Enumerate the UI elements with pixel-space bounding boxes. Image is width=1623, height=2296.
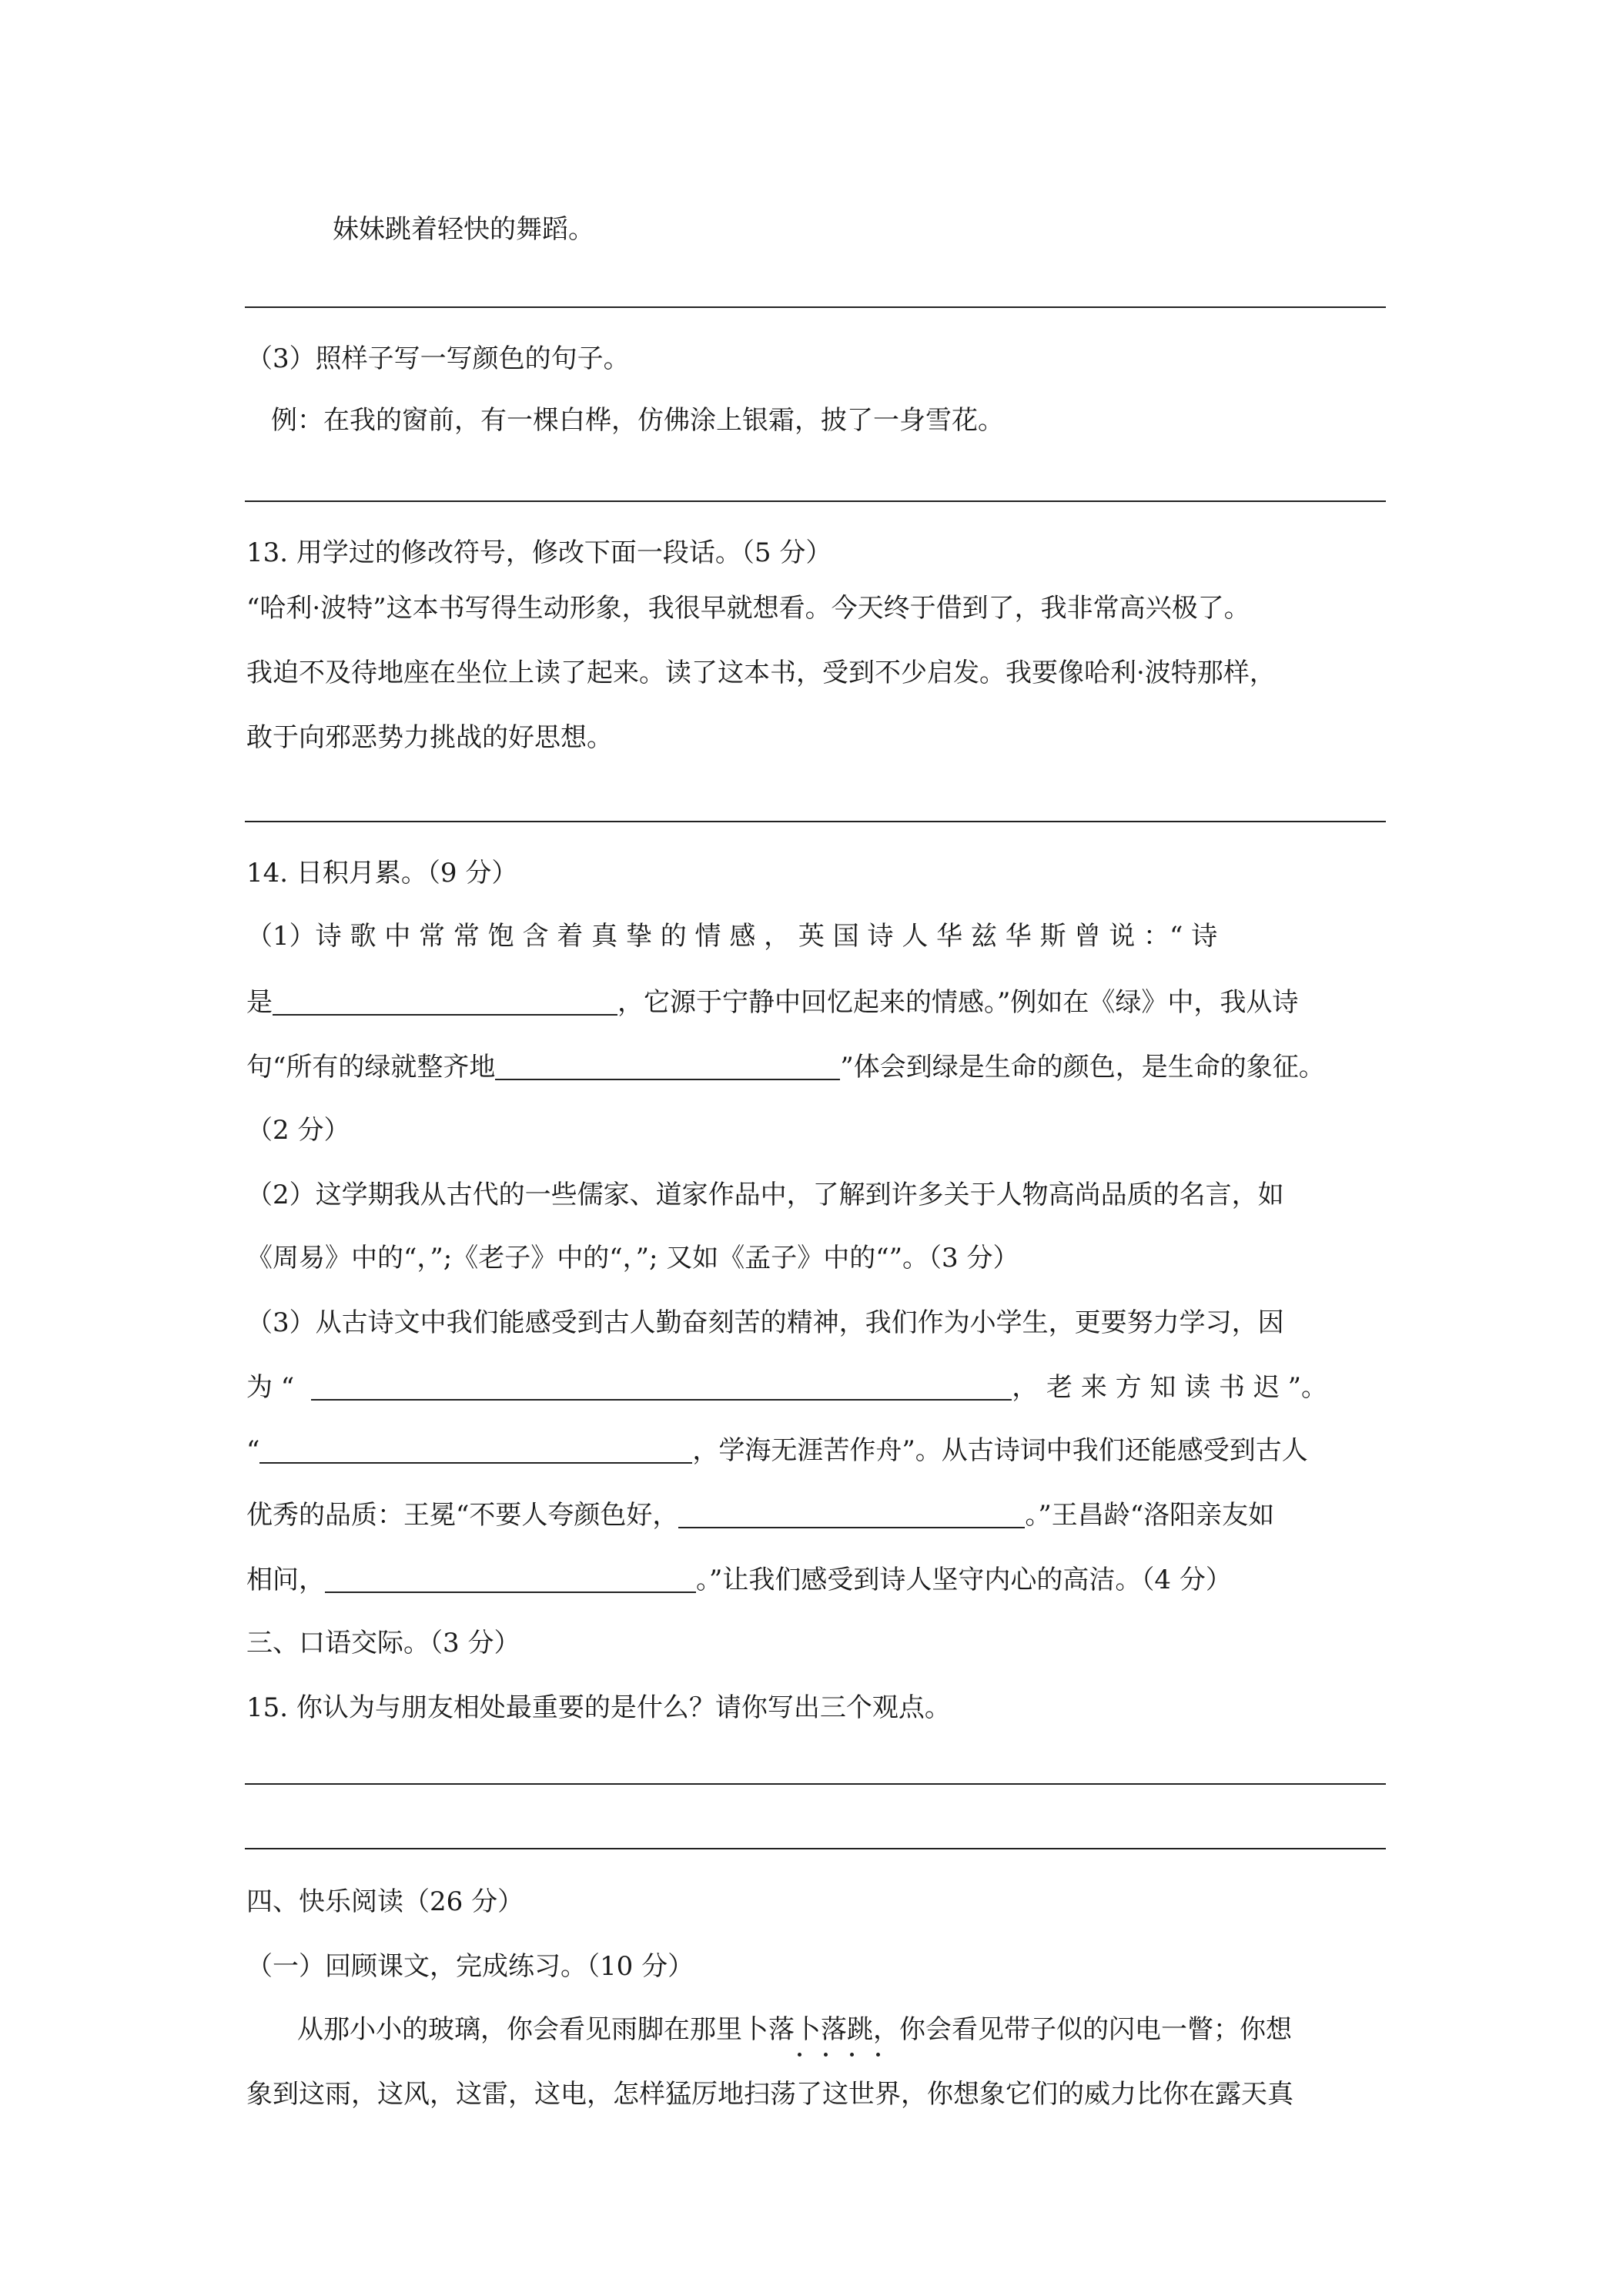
fill-blank[interactable] — [678, 1501, 1025, 1528]
text: ，它源于宁静中回忆起来的情感。”例如在《绿》中，我从诗 — [617, 987, 1299, 1018]
answer-line[interactable] — [245, 1783, 1386, 1785]
fill-blank[interactable] — [273, 988, 617, 1016]
emphasis-dot — [876, 2053, 880, 2057]
answer-line[interactable] — [245, 500, 1386, 502]
text: 。”让我们感受到诗人坚守内心的高洁。（4 分） — [696, 1565, 1232, 1595]
text-line: 妹妹跳着轻快的舞蹈。 — [333, 214, 594, 245]
text: 为 “ — [246, 1372, 295, 1403]
answer-line[interactable] — [245, 306, 1386, 308]
emphasis-dot — [798, 2053, 801, 2057]
question-13-passage: 敢于向邪恶势力挑战的好思想。 — [246, 722, 613, 753]
question-14-3: （3）从古诗文中我们能感受到古人勤奋刻苦的精神，我们作为小学生，更要努力学习，因 — [246, 1307, 1284, 1338]
question-14-1 — [246, 986, 1298, 1019]
question-14-2: （2）这学期我从古代的一些儒家、道家作品中，了解到许多关于人物高尚品质的名言，如 — [246, 1180, 1284, 1210]
section-3-title: 三、口语交际。（3 分） — [246, 1628, 520, 1658]
answer-line[interactable] — [245, 1848, 1386, 1849]
question-13-passage: 我迫不及待地座在坐位上读了起来。读了这本书，受到不少启发。我要像哈利·波特那样， — [246, 658, 1276, 688]
question-14-1 — [246, 1050, 1325, 1084]
question-14-3 — [246, 1563, 1232, 1597]
example-sentence: 例：在我的窗前，有一棵白桦，仿佛涂上银霜，披了一身雪花。 — [271, 405, 1004, 436]
question-14-3 — [246, 1498, 1274, 1532]
question-14-3 — [246, 1434, 1308, 1468]
fill-blank[interactable] — [311, 1373, 1012, 1401]
text: 。”王昌龄“洛阳亲友如 — [1025, 1500, 1275, 1531]
text: ”体会到绿是生命的颜色，是生命的象征。 — [840, 1052, 1325, 1083]
text: 句“所有的绿就整齐地 — [246, 1052, 496, 1083]
fill-blank[interactable] — [259, 1436, 692, 1464]
text: “ — [246, 1435, 260, 1466]
fill-blank[interactable] — [325, 1565, 696, 1593]
question-13-title: 13. 用学过的修改符号，修改下面一段话。（5 分） — [246, 537, 832, 568]
question-12-3: （3）照样子写一写颜色的句子。 — [246, 343, 630, 374]
question-14-2: 《周易》中的“，”;《老子》中的“，”; 又如《孟子》中的“”。（3 分） — [246, 1243, 1019, 1274]
question-14-1-score: （2 分） — [246, 1115, 350, 1146]
question-14-1: （1）诗 歌 中 常 常 饱 含 着 真 挚 的 情 感 ， 英 国 诗 人 华 兹 华 斯 曾 说 ：“ 诗 — [246, 921, 1218, 952]
fill-blank[interactable] — [495, 1053, 840, 1080]
reading-passage: 从那小小的玻璃，你会看见雨脚在那里卜落卜落跳，你会看见带子似的闪电一瞥；你想 — [297, 2014, 1292, 2045]
question-15: 15. 你认为与朋友相处最重要的是什么？请你写出三个观点。 — [246, 1692, 951, 1723]
emphasis-dot — [824, 2053, 828, 2057]
question-14-3 — [246, 1371, 1327, 1404]
reading-passage: 象到这雨，这风，这雷，这电，怎样猛厉地扫荡了这世界，你想象它们的威力比你在露天真 — [246, 2079, 1293, 2110]
text: 相问， — [246, 1565, 325, 1595]
text: ，学海无涯苦作舟”。从古诗词中我们还能感受到古人 — [692, 1435, 1308, 1466]
emphasis-dot — [850, 2053, 854, 2057]
text: 是 — [246, 987, 273, 1018]
answer-line[interactable] — [245, 821, 1386, 822]
section-4-title: 四、快乐阅读（26 分） — [246, 1886, 524, 1917]
question-13-passage: “哈利·波特”这本书写得生动形象，我很早就想看。今天终于借到了，我非常高兴极了。 — [246, 593, 1250, 624]
text: 优秀的品质：王冕“不要人夸颜色好， — [246, 1500, 679, 1531]
section-4-1-title: （一）回顾课文，完成练习。（10 分） — [246, 1951, 694, 1982]
text: ， 老 来 方 知 读 书 迟 ”。 — [1012, 1372, 1328, 1403]
question-14-title: 14. 日积月累。（9 分） — [246, 858, 518, 889]
